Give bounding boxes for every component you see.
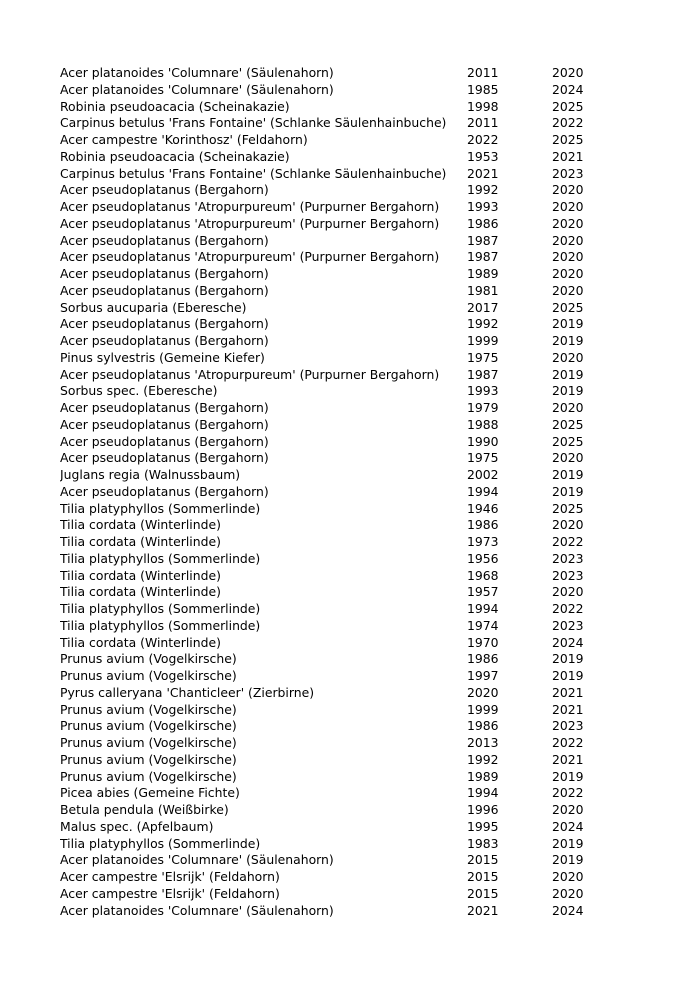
year-b-cell: 2023 [552,718,584,734]
tree-list-body [60,65,602,919]
year-b-cell: 2019 [552,366,584,382]
year-a-cell: 1989 [467,768,499,784]
species-cell: Tilia platyphyllos (Sommerlinde) [60,617,261,633]
table-row [60,819,602,836]
species-cell: Tilia platyphyllos (Sommerlinde) [60,500,261,516]
species-cell: Malus spec. (Apfelbaum) [60,818,214,834]
year-b-cell: 2025 [552,132,584,147]
species-cell: Tilia platyphyllos (Sommerlinde) [60,601,261,616]
year-b-cell: 2024 [552,634,584,650]
species-cell: Prunus avium (Vogelkirsche) [60,751,237,767]
table-row [60,367,602,384]
table-row [60,769,602,786]
year-b-cell: 2025 [552,500,584,516]
species-cell: Acer pseudoplatanus 'Atropurpureum' (Purpurner Bergahorn) [60,215,440,231]
species-cell: Acer pseudoplatanus (Bergahorn) [60,333,269,348]
year-b-cell: 2020 [552,266,584,281]
species-cell: Acer platanoides 'Columnare' (Säulenahorn) [60,852,334,868]
year-a-cell: 1970 [467,634,499,650]
year-a-cell: 1992 [467,751,499,767]
year-a-cell: 2011 [467,115,499,131]
table-row [60,132,602,149]
year-a-cell: 1975 [467,450,499,466]
table-row [60,886,602,903]
species-cell: Prunus avium (Vogelkirsche) [60,768,237,784]
year-b-cell: 2019 [552,768,584,784]
species-cell: Tilia cordata (Winterlinde) [60,534,221,549]
species-cell: Sorbus spec. (Eberesche) [60,383,218,399]
table-row [60,199,602,216]
table-row [60,316,602,333]
year-a-cell: 1968 [467,567,499,583]
year-b-cell: 2022 [552,534,584,549]
year-a-cell: 1987 [467,232,499,248]
species-cell: Acer platanoides 'Columnare' (Säulenahorn) [60,65,334,80]
table-row [60,869,602,886]
table-row [60,249,602,266]
year-b-cell: 2021 [552,684,584,700]
table-row [60,434,602,451]
year-b-cell: 2019 [552,651,584,667]
year-a-cell: 1975 [467,349,499,365]
table-row [60,82,602,99]
species-cell: Picea abies (Gemeine Fichte) [60,785,240,801]
year-b-cell: 2023 [552,617,584,633]
table-row [60,534,602,551]
year-b-cell: 2019 [552,483,584,499]
species-cell: Acer platanoides 'Columnare' (Säulenahorn) [60,902,334,918]
species-cell: Acer pseudoplatanus (Bergahorn) [60,450,269,466]
table-row [60,467,602,484]
table-row [60,450,602,467]
year-b-cell: 2020 [552,802,584,817]
species-cell: Acer pseudoplatanus (Bergahorn) [60,400,269,415]
table-row [60,400,602,417]
year-b-cell: 2023 [552,165,584,181]
year-a-cell: 2021 [467,902,499,918]
tree-list-table [60,65,602,919]
species-cell: Acer campestre 'Elsrijk' (Feldahorn) [60,869,280,884]
table-row [60,785,602,802]
year-a-cell: 1957 [467,584,499,600]
table-row [60,651,602,668]
table-row [60,584,602,601]
year-b-cell: 2020 [552,182,584,198]
year-b-cell: 2019 [552,668,584,683]
table-row [60,568,602,585]
year-b-cell: 2020 [552,584,584,600]
year-a-cell: 1994 [467,785,499,801]
year-a-cell: 1986 [467,651,499,667]
year-b-cell: 2020 [552,885,584,901]
species-cell: Acer pseudoplatanus (Bergahorn) [60,433,269,449]
table-row [60,802,602,819]
year-b-cell: 2021 [552,751,584,767]
year-b-cell: 2020 [552,517,584,533]
year-a-cell: 1993 [467,383,499,399]
table-row [60,618,602,635]
year-a-cell: 2020 [467,684,499,700]
year-a-cell: 1994 [467,483,499,499]
species-cell: Acer campestre 'Korinthosz' (Feldahorn) [60,132,308,147]
table-row [60,149,602,166]
year-b-cell: 2022 [552,601,584,616]
table-row [60,903,602,920]
year-a-cell: 1995 [467,818,499,834]
year-b-cell: 2019 [552,852,584,868]
year-b-cell: 2022 [552,735,584,750]
species-cell: Prunus avium (Vogelkirsche) [60,735,237,750]
table-row [60,266,602,283]
species-cell: Prunus avium (Vogelkirsche) [60,701,237,717]
year-a-cell: 1985 [467,81,499,97]
species-cell: Tilia cordata (Winterlinde) [60,517,221,533]
table-row [60,635,602,652]
year-b-cell: 2025 [552,98,584,114]
year-a-cell: 1986 [467,517,499,533]
year-a-cell: 1983 [467,835,499,851]
year-a-cell: 1986 [467,215,499,231]
year-b-cell: 2019 [552,383,584,399]
table-row [60,551,602,568]
year-b-cell: 2023 [552,550,584,566]
year-a-cell: 1988 [467,416,499,432]
table-row [60,718,602,735]
species-cell: Acer pseudoplatanus (Bergahorn) [60,416,269,432]
species-cell: Robinia pseudoacacia (Scheinakazie) [60,148,290,164]
year-a-cell: 1992 [467,182,499,198]
year-a-cell: 1992 [467,316,499,332]
year-a-cell: 2015 [467,869,499,884]
species-cell: Acer platanoides 'Columnare' (Säulenahorn) [60,81,334,97]
year-b-cell: 2025 [552,433,584,449]
table-row [60,417,602,434]
year-b-cell: 2020 [552,65,584,80]
species-cell: Tilia cordata (Winterlinde) [60,567,221,583]
table-row [60,836,602,853]
species-cell: Juglans regia (Walnussbaum) [60,467,241,482]
species-cell: Pyrus calleryana 'Chanticleer' (Zierbirne) [60,684,315,700]
year-b-cell: 2024 [552,902,584,918]
year-a-cell: 2022 [467,132,499,147]
species-cell: Acer pseudoplatanus (Bergahorn) [60,182,269,198]
species-cell: Tilia platyphyllos (Sommerlinde) [60,835,261,851]
year-a-cell: 1999 [467,701,499,717]
species-cell: Sorbus aucuparia (Eberesche) [60,299,247,315]
year-a-cell: 1956 [467,550,499,566]
table-row [60,166,602,183]
year-a-cell: 1946 [467,500,499,516]
year-a-cell: 1987 [467,249,499,265]
year-b-cell: 2019 [552,835,584,851]
table-row [60,182,602,199]
year-a-cell: 1987 [467,366,499,382]
year-b-cell: 2024 [552,818,584,834]
year-b-cell: 2024 [552,81,584,97]
year-b-cell: 2020 [552,232,584,248]
year-a-cell: 1998 [467,98,499,114]
table-row [60,852,602,869]
species-cell: Acer campestre 'Elsrijk' (Feldahorn) [60,885,280,901]
year-b-cell: 2020 [552,349,584,365]
table-row [60,601,602,618]
year-b-cell: 2020 [552,282,584,298]
year-b-cell: 2020 [552,450,584,466]
year-b-cell: 2023 [552,567,584,583]
year-b-cell: 2019 [552,333,584,348]
species-cell: Acer pseudoplatanus (Bergahorn) [60,282,269,298]
year-a-cell: 1994 [467,601,499,616]
table-row [60,216,602,233]
table-row [60,501,602,518]
year-b-cell: 2025 [552,416,584,432]
species-cell: Prunus avium (Vogelkirsche) [60,651,237,667]
table-row [60,333,602,350]
species-cell: Tilia cordata (Winterlinde) [60,634,221,650]
year-a-cell: 2017 [467,299,499,315]
year-a-cell: 1953 [467,148,499,164]
species-cell: Acer pseudoplatanus (Bergahorn) [60,266,269,281]
year-a-cell: 1993 [467,199,499,214]
year-b-cell: 2022 [552,785,584,801]
table-row [60,233,602,250]
species-cell: Carpinus betulus 'Frans Fontaine' (Schlanke Säulenhainbuche) [60,165,447,181]
species-cell: Acer pseudoplatanus (Bergahorn) [60,316,269,332]
species-cell: Acer pseudoplatanus 'Atropurpureum' (Purpurner Bergahorn) [60,199,440,214]
table-row [60,702,602,719]
year-b-cell: 2019 [552,467,584,482]
year-a-cell: 1997 [467,668,499,683]
year-b-cell: 2020 [552,215,584,231]
year-a-cell: 2015 [467,885,499,901]
year-a-cell: 2015 [467,852,499,868]
year-a-cell: 1996 [467,802,499,817]
table-row [60,484,602,501]
table-row [60,517,602,534]
table-row [60,752,602,769]
species-cell: Acer pseudoplatanus 'Atropurpureum' (Purpurner Bergahorn) [60,249,440,265]
year-a-cell: 1973 [467,534,499,549]
year-a-cell: 1981 [467,282,499,298]
year-a-cell: 1999 [467,333,499,348]
year-b-cell: 2025 [552,299,584,315]
year-a-cell: 2021 [467,165,499,181]
table-row [60,99,602,116]
year-b-cell: 2020 [552,869,584,884]
species-cell: Acer pseudoplatanus (Bergahorn) [60,232,269,248]
table-row [60,685,602,702]
year-a-cell: 1990 [467,433,499,449]
year-a-cell: 1979 [467,400,499,415]
year-a-cell: 2011 [467,65,499,80]
table-row [60,283,602,300]
year-b-cell: 2022 [552,115,584,131]
year-b-cell: 2021 [552,701,584,717]
year-b-cell: 2020 [552,400,584,415]
species-cell: Tilia platyphyllos (Sommerlinde) [60,550,261,566]
year-b-cell: 2019 [552,316,584,332]
table-row [60,65,602,82]
table-row [60,350,602,367]
species-cell: Acer pseudoplatanus 'Atropurpureum' (Purpurner Bergahorn) [60,366,440,382]
species-cell: Carpinus betulus 'Frans Fontaine' (Schlanke Säulenhainbuche) [60,115,447,131]
species-cell: Pinus sylvestris (Gemeine Kiefer) [60,349,265,365]
species-cell: Prunus avium (Vogelkirsche) [60,718,237,734]
species-cell: Prunus avium (Vogelkirsche) [60,668,237,683]
table-row [60,115,602,132]
year-a-cell: 1974 [467,617,499,633]
species-cell: Robinia pseudoacacia (Scheinakazie) [60,98,290,114]
year-a-cell: 1986 [467,718,499,734]
year-a-cell: 2013 [467,735,499,750]
year-b-cell: 2020 [552,249,584,265]
table-row [60,668,602,685]
species-cell: Acer pseudoplatanus (Bergahorn) [60,483,269,499]
table-row [60,735,602,752]
species-cell: Betula pendula (Weißbirke) [60,802,229,817]
table-row [60,300,602,317]
year-b-cell: 2020 [552,199,584,214]
year-a-cell: 1989 [467,266,499,281]
species-cell: Tilia cordata (Winterlinde) [60,584,221,600]
year-a-cell: 2002 [467,467,499,482]
table-row [60,383,602,400]
year-b-cell: 2021 [552,148,584,164]
